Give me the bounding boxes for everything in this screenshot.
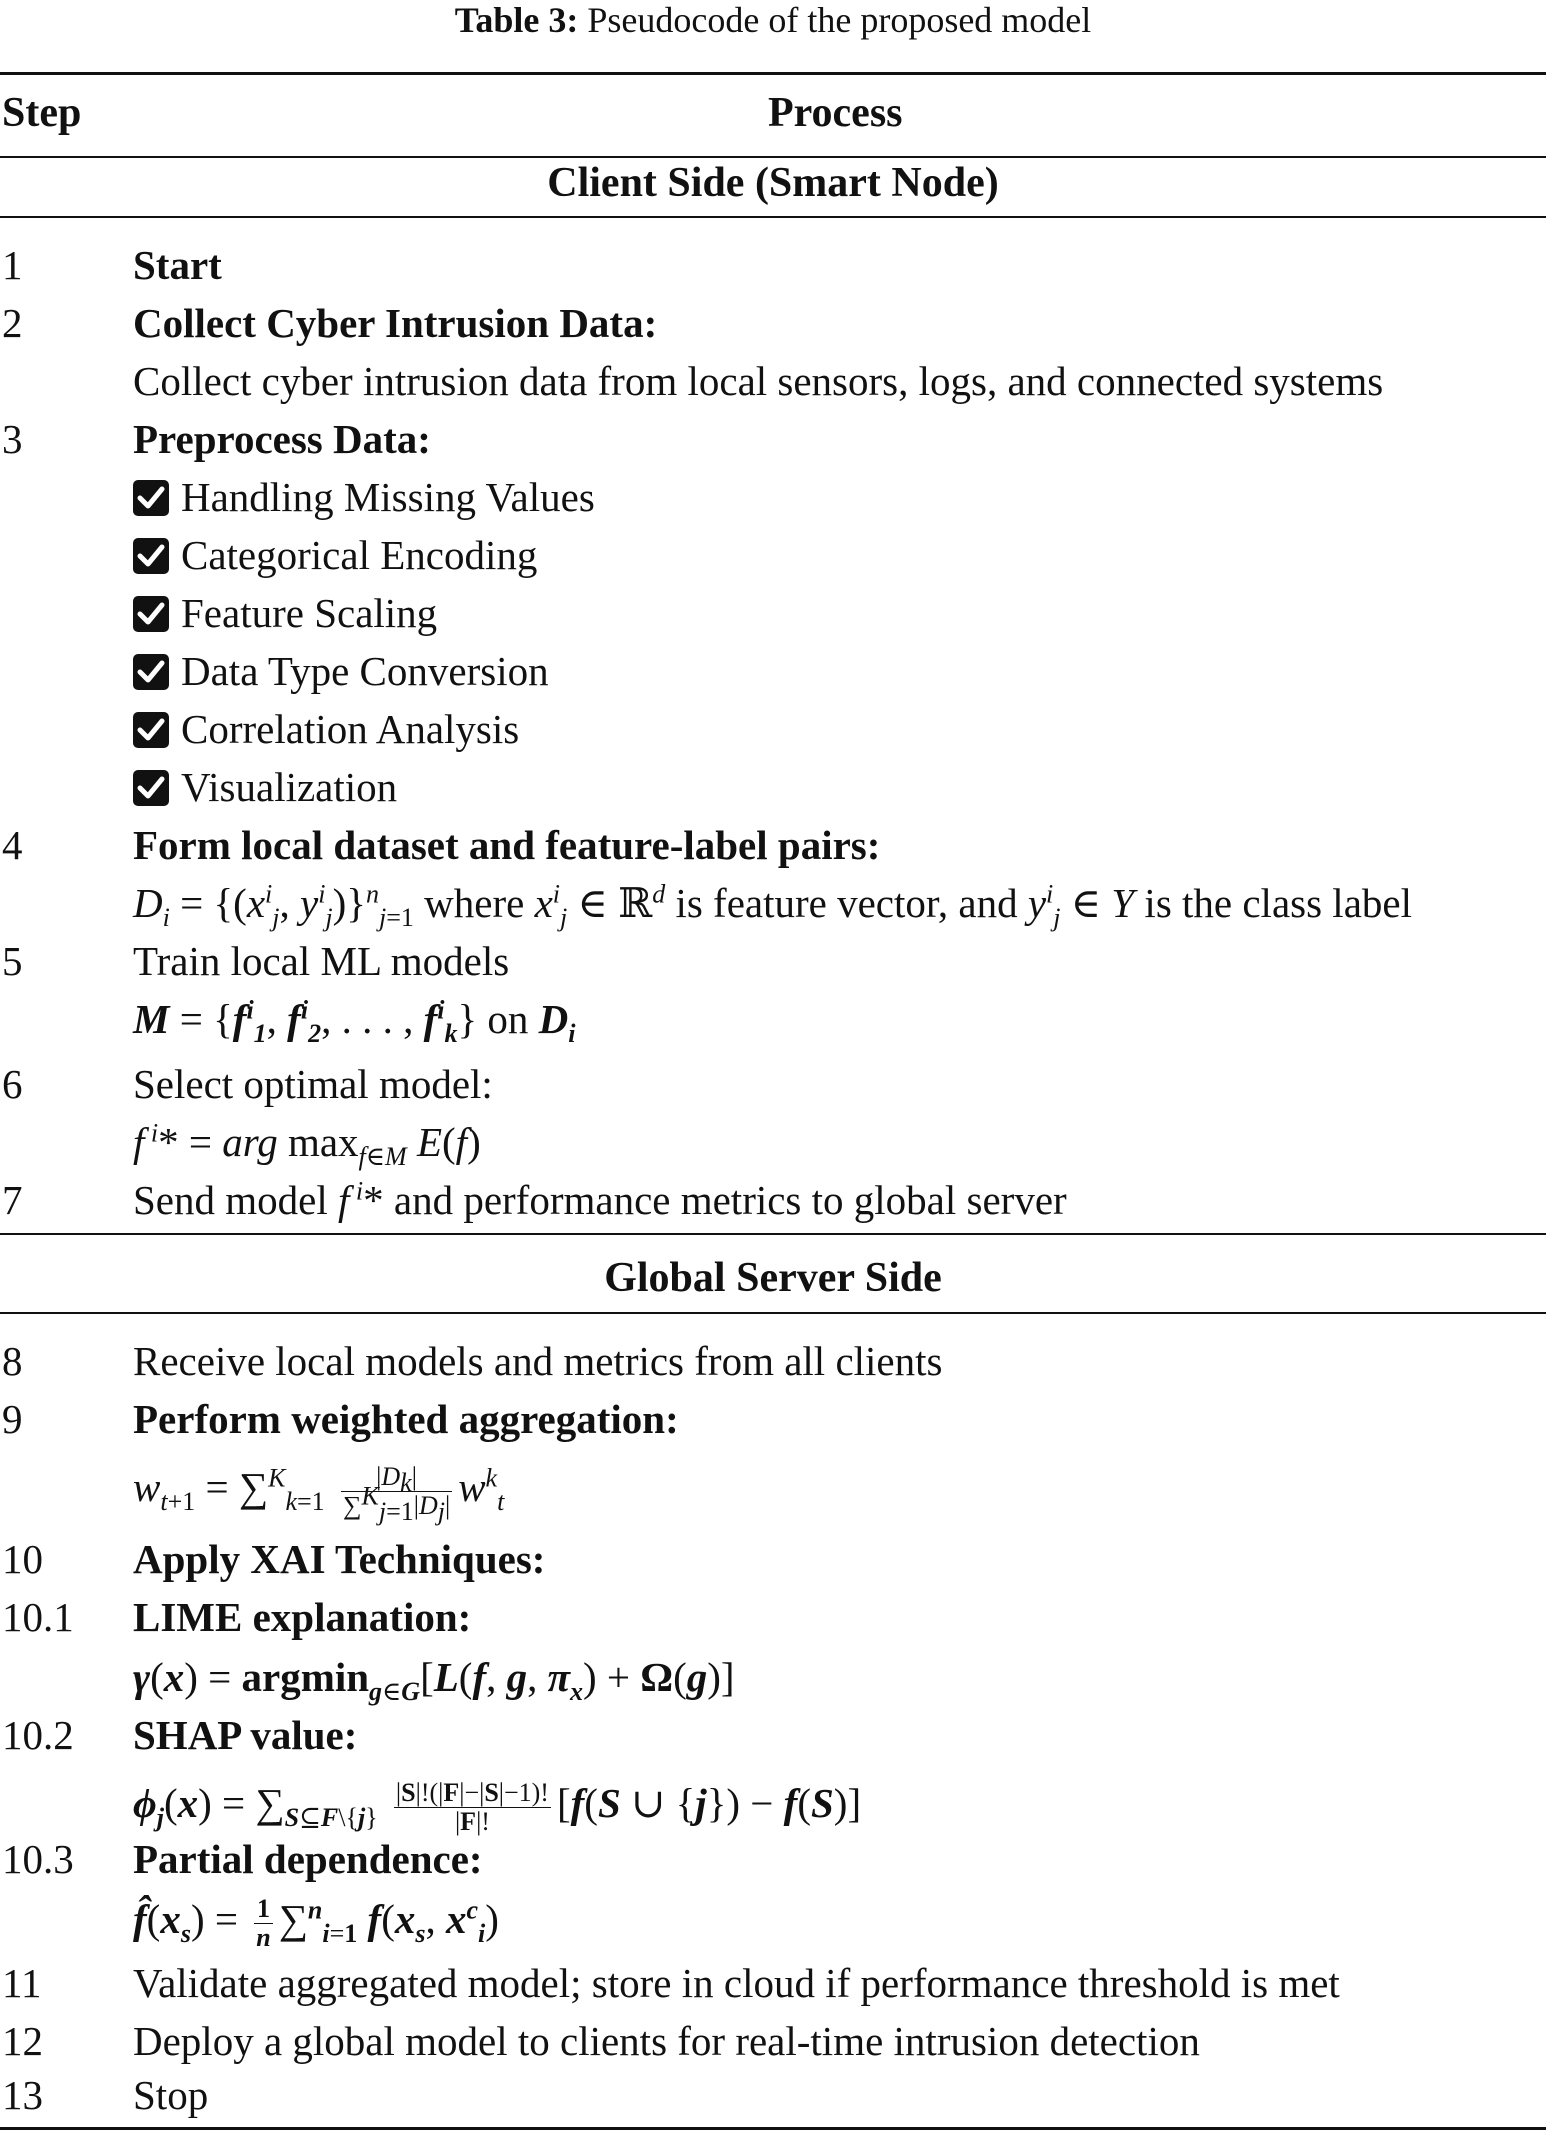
step-text: Train local ML models [133,938,510,984]
step-number: 1 [2,242,23,288]
checkbox-icon [133,538,169,574]
step-text: Start [133,242,222,288]
step-number: 8 [2,1338,23,1384]
step-formula-row [0,874,1546,932]
checkbox-icon [133,596,169,632]
step-number: 11 [2,1960,42,2006]
bottom-rule [0,2127,1546,2130]
formula-word: on [487,996,529,1042]
checkbox-icon [133,480,169,516]
formula-word: where [424,880,525,926]
step-text: Send model f $^i$* and performance metrics to global server [133,1176,1067,1223]
checklist-label: Correlation Analysis [181,706,520,752]
step-number: 10.2 [2,1712,74,1758]
step-title: Collect Cyber Intrusion Data: [133,300,658,346]
step-row [0,816,1546,874]
header-process: Process [768,90,903,136]
step-row [0,410,1546,468]
step-description: Collect cyber intrusion data from local sensors, logs, and connected systems [133,358,1384,404]
step-text: Select optimal model: [133,1061,493,1107]
step-row [0,932,1546,990]
step-title: Partial dependence: [133,1836,483,1882]
checkbox-icon [133,770,169,806]
step-row [0,1390,1546,1448]
step-title: Preprocess Data: [133,416,431,462]
checkbox-icon [133,654,169,690]
caption-text: Pseudocode of the proposed model [587,0,1092,40]
step-formula-row [0,1890,1546,1953]
checklist-item [0,700,1546,758]
step-text-part: and performance metrics to global server [393,1177,1067,1223]
step-text: Deploy a global model to clients for real-time intrusion detection [133,2018,1200,2064]
step-title: Form local dataset and feature-label pairs: [133,822,881,868]
lime-formula: γ(x) = argmin$_{g\in G}$[L(f, g, $\pi_x) + \Omega(g)$] [133,1654,735,1707]
step-row [0,2066,1546,2124]
step-text: Stop [133,2072,209,2118]
step-text: Validate aggregated model; store in cloud if performance threshold is met [133,1960,1340,2006]
shap-formula: $\phi_j(x) = \sum_{S⊆F\backslash\{j\}}$ $\frac{|S|!(|F|-|S|-1)!}{|F|!}$ [f(S ∪ {j}) − f(S)] [133,1778,862,1837]
step-row [0,1954,1546,2012]
step-number: 3 [2,416,23,462]
step-formula-row [0,1113,1546,1171]
header-step: Step [2,90,82,136]
step-number: 10.3 [2,1836,74,1882]
dataset-formula: $D_i = \{(x^i_j$, $y^i_j)\}^n_{j=1}$ where $x^i_j$ ∈ ℝ$^d$ is feature vector, and $y^i_j$ ∈ Y is the class label [133,879,1412,933]
step-row [0,1332,1546,1390]
step-text: Receive local models and metrics from all clients [133,1338,943,1384]
step-row [0,2012,1546,2070]
step-row [0,1830,1546,1888]
checklist-item [0,468,1546,526]
step-number: 4 [2,822,23,868]
checklist-label: Visualization [181,764,398,810]
step-formula-row [0,1452,1546,1527]
pdp-formula: $f̂(x_s)$ = $\frac{1}{n}$ ∑$^n_{i=1}$ $f(x_s$, $x^c_i$) [133,1894,499,1953]
step-row [0,236,1546,294]
table-caption [0,0,1546,40]
checkbox-icon [133,712,169,748]
section-client: Client Side (Smart Node) [547,160,999,206]
caption-label: Table 3: [454,0,579,40]
step-row [0,1055,1546,1113]
step-row [0,1588,1546,1646]
step-row [0,1706,1546,1764]
step-title: SHAP value: [133,1712,358,1758]
formula-word: is the class label [1144,880,1412,926]
model-set-formula: $M = \{f^i_1$, $f^i_2$, . . . , $f^i_k$} on $D_i$ [133,995,576,1049]
section-server-rule [0,1312,1546,1314]
checklist-item [0,758,1546,816]
checklist-item [0,584,1546,642]
step-title: Perform weighted aggregation: [133,1396,679,1442]
top-rule [0,72,1546,75]
step-number: 9 [2,1396,23,1442]
argmax-formula: f $^i$* = arg $\max_{f\in M} E(f)$ [133,1118,481,1172]
checklist-item [0,526,1546,584]
checklist-label: Categorical Encoding [181,532,538,578]
step-formula-row [0,1648,1546,1706]
formula-word: is feature vector, and [675,880,1018,926]
step-number: 2 [2,300,23,346]
step-text-part: Send model [133,1177,328,1223]
step-number: 12 [2,2018,43,2064]
step-formula-row [0,1768,1546,1838]
step-formula-row [0,990,1546,1048]
checklist-label: Data Type Conversion [181,648,549,694]
step-number: 6 [2,1061,23,1107]
step-title: Apply XAI Techniques: [133,1536,546,1582]
checklist-label: Feature Scaling [181,590,438,636]
section-server: Global Server Side [604,1255,942,1301]
step-desc-row [0,352,1546,410]
step-number: 7 [2,1177,23,1223]
step-row [0,294,1546,352]
step-number: 5 [2,938,23,984]
step-row [0,1171,1546,1229]
step-number: 13 [2,2072,43,2118]
checklist-label: Handling Missing Values [181,474,595,520]
section-divider [0,1233,1546,1235]
step-row [0,1530,1546,1588]
checklist-item [0,642,1546,700]
step-number: 10.1 [2,1594,74,1640]
section-client-rule [0,216,1546,218]
aggregation-formula: $w_{t+1} = \sum^K_{k=1}$ $\frac{|D_k|}{\sum^K_{j=1}|D_j|}$ $w^k_t$ [133,1462,505,1527]
step-number: 10 [2,1536,43,1582]
step-title: LIME explanation: [133,1594,472,1640]
